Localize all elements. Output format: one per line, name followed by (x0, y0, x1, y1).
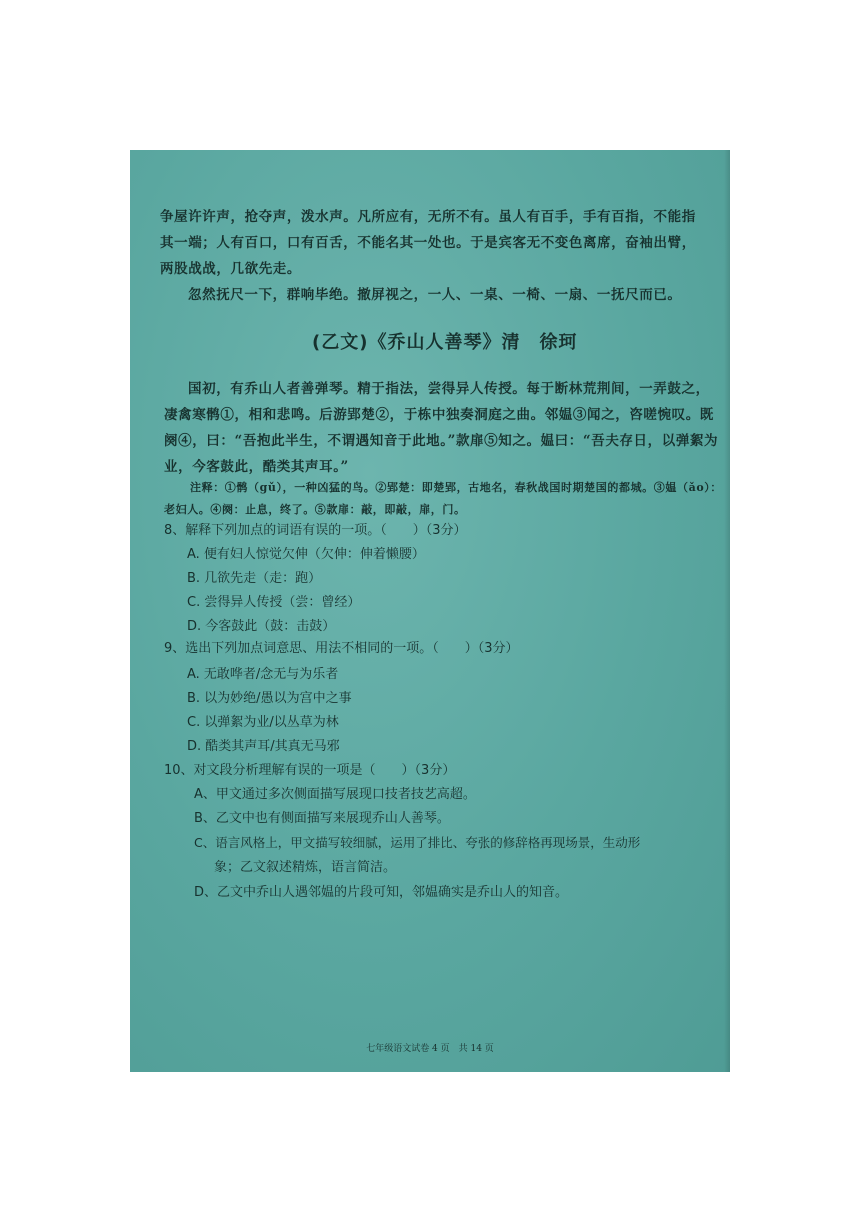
passage-b-note-2: 老妇人。④阕：止息，终了。⑤款扉：敲，即敲，扉，门。 (164, 503, 466, 516)
question-10-option-c-continued: 象；乙文叙述精炼，语言简洁。 (214, 860, 397, 875)
passage-b-line-1: 国初，有乔山人者善弹琴。精于指法，尝得异人传授。每于断林荒荆间，一弄鼓之， (188, 381, 710, 397)
passage-a-line-2: 其一端；人有百口，口有百舌，不能名其一处也。于是宾客无不变色离席，奋袖出臂， (160, 235, 696, 251)
question-9-stem: 9、选出下列加点词意思、用法不相同的一项。（ ）（3分） (164, 641, 519, 656)
question-9-option-b: B. 以为妙绝/愚以为宫中之事 (187, 691, 352, 706)
question-10-option-c: C、语言风格上，甲文描写较细腻，运用了排比、夸张的修辞格再现场景，生动形 (194, 835, 641, 850)
question-8-stem: 8、解释下列加点的词语有误的一项。（ ）（3分） (164, 523, 467, 538)
question-9-option-c: C. 以弹絮为业/以丛草为林 (187, 715, 339, 730)
passage-b-line-2: 凄禽寒鹘①，相和悲鸣。后游郢楚②，于栋中独奏洞庭之曲。邻媪③闻之，咨嗟惋叹。既 (164, 407, 714, 423)
passage-b-line-3: 阕④，曰：“吾抱此半生，不谓遇知音于此地。”款扉⑤知之。媪曰：“吾夫存日，以弹絮为 (164, 433, 719, 449)
passage-a-line-3: 两股战战，几欲先走。 (160, 261, 301, 277)
question-8-option-b: B. 几欲先走（走：跑） (187, 571, 322, 586)
passage-a-line-4: 忽然抚尺一下，群响毕绝。撤屏视之，一人、一桌、一椅、一扇、一抚尺而已。 (188, 287, 682, 303)
question-10-option-a: A、甲文通过多次侧面描写展现口技者技艺高超。 (194, 787, 476, 802)
exam-paper (130, 150, 730, 1072)
passage-b-title: (乙文)《乔山人善琴》清 徐珂 (312, 332, 578, 353)
question-10-option-b: B、乙文中也有侧面描写来展现乔山人善琴。 (194, 811, 450, 826)
question-9-option-d: D. 酷类其声耳/其真无马邪 (187, 739, 340, 754)
question-8-option-d: D. 今客鼓此（鼓：击鼓） (187, 619, 336, 634)
question-8-option-a: A. 便有妇人惊觉欠伸（欠伸：伸着懒腰） (187, 547, 425, 562)
passage-b-line-4: 业，今客鼓此，酷类其声耳。” (164, 459, 349, 475)
passage-a-line-1: 争屋许许声，抢夺声，泼水声。凡所应有，无所不有。虽人有百手，手有百指，不能指 (160, 209, 696, 225)
question-9-option-a: A. 无敢哗者/念无与为乐者 (187, 667, 339, 682)
passage-b-note-1: 注释：①鹘（gǔ），一种凶猛的鸟。②郢楚：即楚郢，古地名，春秋战国时期楚国的都城。③媪（ǎo）： (190, 481, 722, 494)
question-10-option-d: D、乙文中乔山人遇邻媪的片段可知，邻媪确实是乔山人的知音。 (194, 885, 569, 900)
question-8-option-c: C. 尝得异人传授（尝：曾经） (187, 595, 361, 610)
page-footer: 七年级语文试卷 4 页 共 14 页 (366, 1044, 494, 1054)
question-10-stem: 10、对文段分析理解有误的一项是（ ）（3分） (164, 763, 456, 778)
